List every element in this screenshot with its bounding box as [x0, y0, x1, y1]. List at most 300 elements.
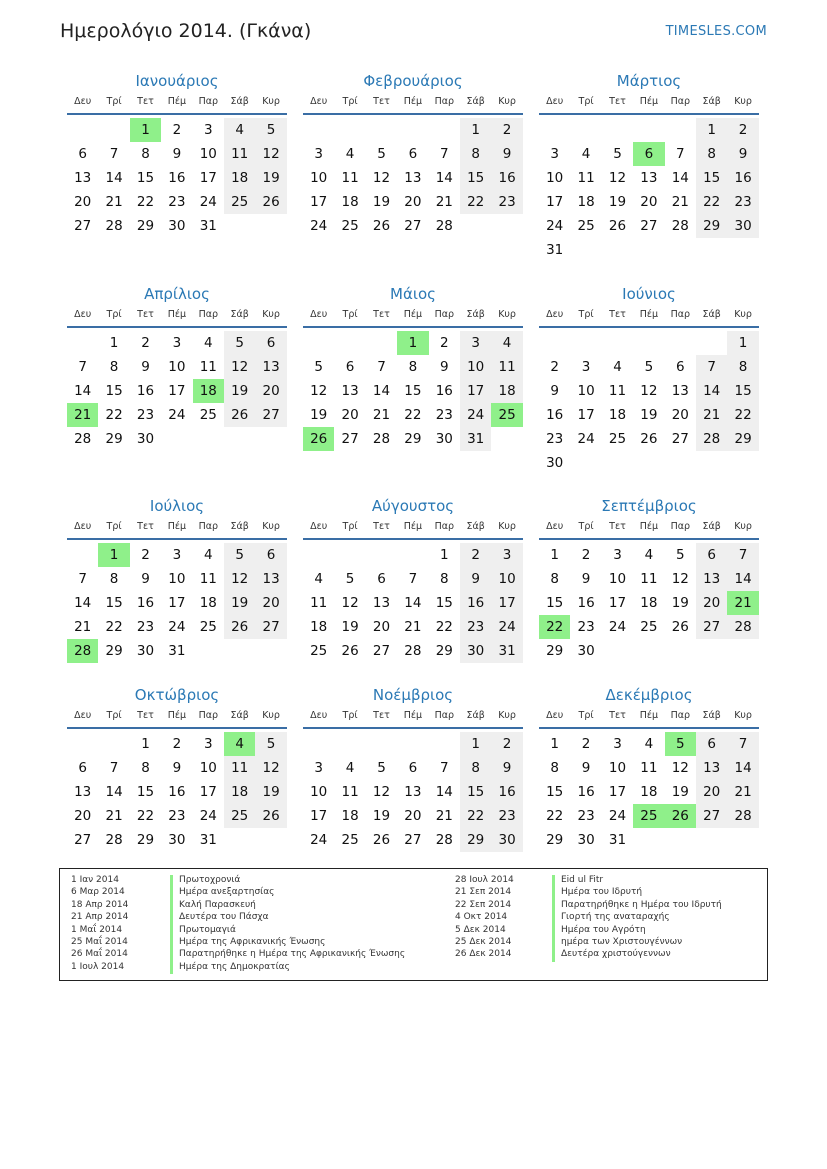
day-cell: 5 — [377, 146, 386, 162]
holiday-marker — [170, 912, 173, 924]
holiday-date: 6 Μαρ 2014 — [71, 887, 125, 898]
weekday-header: Πέμ — [167, 710, 187, 721]
weekday-header: Κυρ — [734, 309, 752, 320]
day-cell: 15 — [727, 379, 758, 403]
day-cell: 30 — [136, 643, 155, 659]
weekday-header: Σάβ — [702, 309, 721, 320]
day-cell: 24 — [168, 407, 186, 423]
day-cell: 8 — [727, 355, 758, 379]
day-cell: 3 — [613, 547, 622, 563]
day-cell: 14 — [435, 784, 453, 800]
weekday-header: Δευ — [546, 309, 564, 320]
day-cell: 22 — [546, 808, 564, 824]
day-cell: 4 — [314, 571, 323, 587]
day-cell: 11 — [577, 170, 595, 186]
day-cell: 22 — [105, 407, 123, 423]
holiday-day-cell: 21 — [727, 591, 758, 615]
weekday-header: Τετ — [373, 96, 390, 107]
day-cell: 23 — [577, 808, 595, 824]
weekday-header: Τρί — [342, 309, 358, 320]
day-cell: 3 — [314, 760, 323, 776]
weekday-header: Δευ — [74, 309, 92, 320]
day-cell: 12 — [255, 756, 286, 780]
day-cell: 30 — [168, 218, 186, 234]
weekday-header: Δευ — [310, 710, 328, 721]
holiday-name: Ημέρα ανεξαρτησίας — [179, 887, 275, 898]
weekday-header: Κυρ — [262, 710, 280, 721]
day-cell: 8 — [408, 359, 418, 375]
day-cell: 4 — [581, 146, 591, 162]
day-cell: 21 — [105, 808, 123, 824]
day-cell: 7 — [727, 732, 758, 756]
day-cell: 15 — [460, 166, 491, 190]
day-cell: 5 — [224, 331, 255, 355]
day-cell: 21 — [727, 780, 758, 804]
weekday-header: Κυρ — [734, 521, 752, 532]
day-cell: 14 — [696, 379, 727, 403]
day-cell: 9 — [172, 760, 182, 776]
day-cell: 26 — [608, 218, 627, 234]
holiday-day-cell: 6 — [633, 142, 664, 166]
day-cell: 6 — [696, 732, 727, 756]
day-cell: 28 — [74, 431, 92, 447]
day-cell: 29 — [727, 427, 758, 451]
day-cell: 15 — [136, 784, 155, 800]
month-name: Μάιος — [390, 285, 436, 303]
day-cell: 15 — [105, 595, 123, 611]
month-name: Σεπτέμβριος — [601, 497, 697, 515]
day-cell: 17 — [546, 194, 564, 210]
weekday-header: Κυρ — [262, 521, 280, 532]
day-cell: 11 — [491, 355, 522, 379]
day-cell: 5 — [644, 359, 654, 375]
day-cell: 8 — [460, 142, 491, 166]
day-cell: 14 — [727, 756, 758, 780]
holiday-name: Δευτέρα χριστούγεννων — [561, 949, 671, 960]
day-cell: 30 — [136, 431, 155, 447]
day-cell: 4 — [491, 331, 522, 355]
header-rule — [67, 538, 287, 540]
day-cell: 7 — [727, 543, 758, 567]
day-cell: 31 — [546, 242, 564, 258]
day-cell: 11 — [640, 760, 658, 776]
day-cell: 15 — [696, 166, 727, 190]
day-cell: 28 — [105, 832, 123, 848]
weekday-header: Τετ — [609, 96, 626, 107]
day-cell: 25 — [577, 218, 595, 234]
day-cell: 29 — [435, 643, 453, 659]
day-cell: 9 — [141, 359, 150, 375]
day-cell: 28 — [105, 218, 123, 234]
day-cell: 28 — [671, 218, 689, 234]
day-cell: 24 — [608, 619, 627, 635]
weekday-header: Πέμ — [403, 309, 423, 320]
day-cell: 29 — [546, 832, 564, 848]
weekday-header: Κυρ — [262, 309, 280, 320]
holiday-marker — [552, 937, 555, 949]
weekday-header: Σάβ — [466, 710, 485, 721]
weekday-header: Τρί — [578, 309, 594, 320]
day-cell: 10 — [168, 571, 186, 587]
day-cell: 8 — [550, 760, 559, 776]
day-cell: 28 — [404, 643, 422, 659]
day-cell: 30 — [546, 455, 564, 471]
day-cell: 13 — [255, 567, 286, 591]
weekday-header: Τρί — [106, 521, 122, 532]
day-cell: 9 — [550, 383, 559, 399]
day-cell: 27 — [255, 615, 286, 639]
day-cell: 19 — [640, 407, 658, 423]
holiday-day-cell: 4 — [224, 732, 255, 756]
weekday-header: Παρ — [670, 521, 690, 532]
holiday-day-cell: 1 — [98, 543, 129, 567]
day-cell: 28 — [435, 832, 453, 848]
day-cell: 28 — [727, 615, 758, 639]
day-cell: 16 — [577, 595, 595, 611]
weekday-header: Παρ — [434, 309, 454, 320]
day-cell: 25 — [310, 643, 328, 659]
header-rule — [67, 727, 287, 729]
holiday-day-cell: 25 — [491, 403, 522, 427]
day-cell: 19 — [310, 407, 328, 423]
holiday-day-cell: 28 — [67, 639, 98, 663]
day-cell: 16 — [435, 383, 453, 399]
day-cell: 4 — [224, 118, 255, 142]
holiday-marker — [170, 949, 173, 961]
day-cell: 12 — [341, 595, 359, 611]
weekday-header: Σάβ — [466, 96, 485, 107]
holiday-name: Ημέρα του Αγρότη — [561, 924, 646, 935]
day-cell: 12 — [310, 383, 328, 399]
day-cell: 7 — [377, 359, 386, 375]
day-cell: 4 — [345, 760, 355, 776]
holiday-marker — [552, 875, 555, 887]
header-rule — [539, 326, 759, 328]
day-cell: 24 — [168, 619, 186, 635]
day-cell: 7 — [109, 760, 119, 776]
day-cell: 27 — [696, 804, 727, 828]
day-cell: 2 — [727, 118, 758, 142]
day-cell: 11 — [341, 170, 359, 186]
day-cell: 6 — [345, 359, 355, 375]
day-cell: 26 — [224, 615, 255, 639]
weekday-header: Πέμ — [167, 521, 187, 532]
day-cell: 16 — [546, 407, 564, 423]
day-cell: 2 — [172, 122, 182, 138]
day-cell: 29 — [460, 828, 491, 852]
day-cell: 14 — [105, 170, 123, 186]
holiday-name: Πρωτομαγιά — [179, 924, 236, 935]
day-cell: 13 — [696, 756, 727, 780]
day-cell: 9 — [491, 142, 522, 166]
day-cell: 12 — [224, 567, 255, 591]
day-cell: 26 — [341, 643, 359, 659]
day-cell: 9 — [141, 571, 150, 587]
site-link[interactable]: TIMESLES.COM — [665, 24, 767, 39]
day-cell: 1 — [696, 118, 727, 142]
day-cell: 14 — [74, 383, 92, 399]
header-rule — [303, 727, 523, 729]
day-cell: 10 — [460, 355, 491, 379]
day-cell: 25 — [224, 190, 255, 214]
day-cell: 21 — [435, 808, 453, 824]
day-cell: 3 — [581, 359, 591, 375]
day-cell: 21 — [372, 407, 391, 423]
day-cell: 17 — [577, 407, 595, 423]
day-cell: 13 — [74, 784, 92, 800]
holiday-day-cell: 5 — [665, 732, 696, 756]
day-cell: 8 — [141, 146, 150, 162]
day-cell: 18 — [341, 194, 359, 210]
day-cell: 16 — [168, 784, 186, 800]
day-cell: 23 — [727, 190, 758, 214]
day-cell: 5 — [314, 359, 323, 375]
weekday-header: Δευ — [310, 96, 328, 107]
weekday-header: Σάβ — [702, 710, 721, 721]
holiday-marker — [552, 949, 555, 961]
day-cell: 17 — [608, 595, 627, 611]
day-cell: 4 — [203, 335, 213, 351]
month-name: Ιούλιος — [149, 497, 205, 515]
day-cell: 20 — [74, 808, 92, 824]
day-cell: 8 — [141, 760, 150, 776]
day-cell: 5 — [255, 732, 286, 756]
weekday-header: Παρ — [434, 96, 454, 107]
day-cell: 21 — [74, 619, 92, 635]
day-cell: 15 — [404, 383, 422, 399]
holiday-name: Καλή Παρασκευή — [179, 899, 256, 910]
day-cell: 28 — [435, 218, 453, 234]
day-cell: 22 — [696, 190, 727, 214]
day-cell: 18 — [224, 166, 255, 190]
day-cell: 3 — [203, 122, 213, 138]
day-cell: 17 — [168, 595, 186, 611]
holiday-day-cell: 26 — [303, 427, 334, 451]
day-cell: 6 — [78, 760, 87, 776]
day-cell: 22 — [136, 808, 155, 824]
day-cell: 25 — [199, 619, 217, 635]
header-rule — [539, 113, 759, 115]
day-cell: 3 — [550, 146, 559, 162]
day-cell: 7 — [696, 355, 727, 379]
day-cell: 3 — [491, 543, 522, 567]
day-cell: 23 — [546, 431, 564, 447]
day-cell: 14 — [372, 383, 391, 399]
day-cell: 21 — [696, 403, 727, 427]
day-cell: 22 — [404, 407, 422, 423]
day-cell: 31 — [199, 832, 217, 848]
day-cell: 18 — [577, 194, 595, 210]
day-cell: 18 — [491, 379, 522, 403]
day-cell: 25 — [199, 407, 217, 423]
weekday-header: Κυρ — [498, 96, 516, 107]
day-cell: 12 — [372, 784, 391, 800]
day-cell: 15 — [546, 595, 564, 611]
day-cell: 5 — [613, 146, 622, 162]
day-cell: 9 — [581, 571, 591, 587]
day-cell: 21 — [404, 619, 422, 635]
weekday-header: Τετ — [373, 521, 390, 532]
day-cell: 7 — [109, 146, 119, 162]
day-cell: 26 — [372, 832, 391, 848]
day-cell: 6 — [78, 146, 87, 162]
day-cell: 29 — [136, 218, 155, 234]
day-cell: 14 — [404, 595, 422, 611]
day-cell: 16 — [491, 780, 522, 804]
holiday-date: 1 Μαΐ 2014 — [71, 924, 123, 935]
day-cell: 23 — [168, 808, 186, 824]
weekday-header: Σάβ — [702, 521, 721, 532]
day-cell: 9 — [460, 567, 491, 591]
day-cell: 6 — [696, 543, 727, 567]
header-rule — [67, 113, 287, 115]
holiday-date: 22 Σεπ 2014 — [455, 899, 512, 910]
day-cell: 1 — [460, 732, 491, 756]
day-cell: 10 — [577, 383, 595, 399]
weekday-header: Τετ — [609, 309, 626, 320]
day-cell: 18 — [199, 595, 217, 611]
weekday-header: Τετ — [373, 710, 390, 721]
day-cell: 9 — [439, 359, 449, 375]
day-cell: 25 — [224, 804, 255, 828]
day-cell: 27 — [640, 218, 658, 234]
day-cell: 16 — [168, 170, 186, 186]
day-cell: 17 — [199, 170, 217, 186]
holiday-name: Δευτέρα του Πάσχα — [179, 912, 269, 923]
month-name: Οκτώβριος — [134, 686, 220, 704]
day-cell: 20 — [640, 194, 658, 210]
day-cell: 20 — [341, 407, 359, 423]
day-cell: 8 — [109, 571, 119, 587]
day-cell: 12 — [224, 355, 255, 379]
day-cell: 22 — [727, 403, 758, 427]
day-cell: 5 — [675, 547, 685, 563]
header-rule — [539, 538, 759, 540]
holiday-name: Ημέρα της Δημοκρατίας — [179, 961, 290, 972]
weekday-header: Τρί — [342, 521, 358, 532]
day-cell: 3 — [613, 736, 622, 752]
day-cell: 1 — [550, 547, 559, 563]
day-cell: 3 — [172, 335, 182, 351]
day-cell: 5 — [255, 118, 286, 142]
weekday-header: Τρί — [106, 309, 122, 320]
day-cell: 14 — [727, 567, 758, 591]
day-cell: 30 — [727, 214, 758, 238]
day-cell: 1 — [727, 331, 758, 355]
day-cell: 20 — [671, 407, 689, 423]
day-cell: 13 — [341, 383, 359, 399]
day-cell: 24 — [546, 218, 564, 234]
weekday-header: Τρί — [578, 521, 594, 532]
day-cell: 19 — [372, 194, 391, 210]
day-cell: 16 — [491, 166, 522, 190]
day-cell: 27 — [696, 615, 727, 639]
day-cell: 3 — [203, 736, 213, 752]
day-cell: 23 — [577, 619, 595, 635]
holiday-name: Παρατηρήθηκε η Ημέρα του Ιδρυτή — [561, 899, 722, 910]
month-name: Ιανουάριος — [135, 72, 219, 90]
day-cell: 25 — [608, 431, 627, 447]
weekday-header: Κυρ — [498, 309, 516, 320]
day-cell: 25 — [341, 218, 359, 234]
day-cell: 2 — [172, 736, 182, 752]
weekday-header: Δευ — [546, 521, 564, 532]
day-cell: 8 — [109, 359, 119, 375]
weekday-header: Σάβ — [702, 96, 721, 107]
day-cell: 23 — [136, 407, 155, 423]
day-cell: 1 — [460, 118, 491, 142]
day-cell: 1 — [109, 335, 119, 351]
day-cell: 7 — [439, 760, 449, 776]
day-cell: 10 — [310, 784, 328, 800]
weekday-header: Παρ — [434, 521, 454, 532]
weekday-header: Τρί — [578, 96, 594, 107]
day-cell: 6 — [675, 359, 685, 375]
day-cell: 31 — [199, 218, 217, 234]
day-cell: 27 — [404, 218, 422, 234]
header-rule — [67, 326, 287, 328]
weekday-header: Τρί — [106, 96, 122, 107]
month-name: Δεκέμβριος — [605, 686, 693, 704]
day-cell: 27 — [372, 643, 391, 659]
weekday-header: Παρ — [198, 96, 218, 107]
day-cell: 18 — [310, 619, 328, 635]
holiday-name: Γιορτή της αναταραχής — [561, 912, 670, 923]
weekday-header: Πέμ — [403, 710, 423, 721]
day-cell: 5 — [377, 760, 386, 776]
day-cell: 22 — [435, 619, 453, 635]
day-cell: 16 — [460, 591, 491, 615]
day-cell: 16 — [727, 166, 758, 190]
day-cell: 19 — [255, 780, 286, 804]
header-rule — [303, 538, 523, 540]
day-cell: 11 — [341, 784, 359, 800]
day-cell: 24 — [491, 615, 522, 639]
day-cell: 27 — [255, 403, 286, 427]
day-cell: 17 — [608, 784, 627, 800]
holiday-name: Eid ul Fitr — [561, 875, 604, 885]
weekday-header: Σάβ — [230, 96, 249, 107]
day-cell: 3 — [314, 146, 323, 162]
day-cell: 12 — [255, 142, 286, 166]
day-cell: 31 — [168, 643, 186, 659]
holiday-marker — [170, 962, 173, 974]
weekday-header: Παρ — [434, 710, 454, 721]
weekday-header: Σάβ — [230, 309, 249, 320]
holiday-date: 28 Ιουλ 2014 — [455, 875, 514, 885]
day-cell: 29 — [105, 643, 123, 659]
page-title: Ημερολόγιο 2014. (Γκάνα) — [60, 20, 312, 42]
day-cell: 5 — [345, 571, 355, 587]
day-cell: 19 — [255, 166, 286, 190]
day-cell: 29 — [696, 214, 727, 238]
day-cell: 26 — [671, 619, 689, 635]
holiday-date: 1 Ιουλ 2014 — [71, 961, 125, 972]
day-cell: 20 — [696, 591, 727, 615]
holiday-date: 21 Σεπ 2014 — [455, 887, 512, 898]
holiday-date: 5 Δεκ 2014 — [455, 924, 506, 935]
day-cell: 10 — [168, 359, 186, 375]
day-cell: 9 — [727, 142, 758, 166]
weekday-header: Δευ — [546, 710, 564, 721]
day-cell: 20 — [255, 379, 286, 403]
day-cell: 20 — [404, 808, 422, 824]
day-cell: 3 — [460, 331, 491, 355]
weekday-header: Σάβ — [230, 710, 249, 721]
holiday-legend — [59, 868, 768, 981]
day-cell: 9 — [491, 756, 522, 780]
day-cell: 26 — [640, 431, 658, 447]
